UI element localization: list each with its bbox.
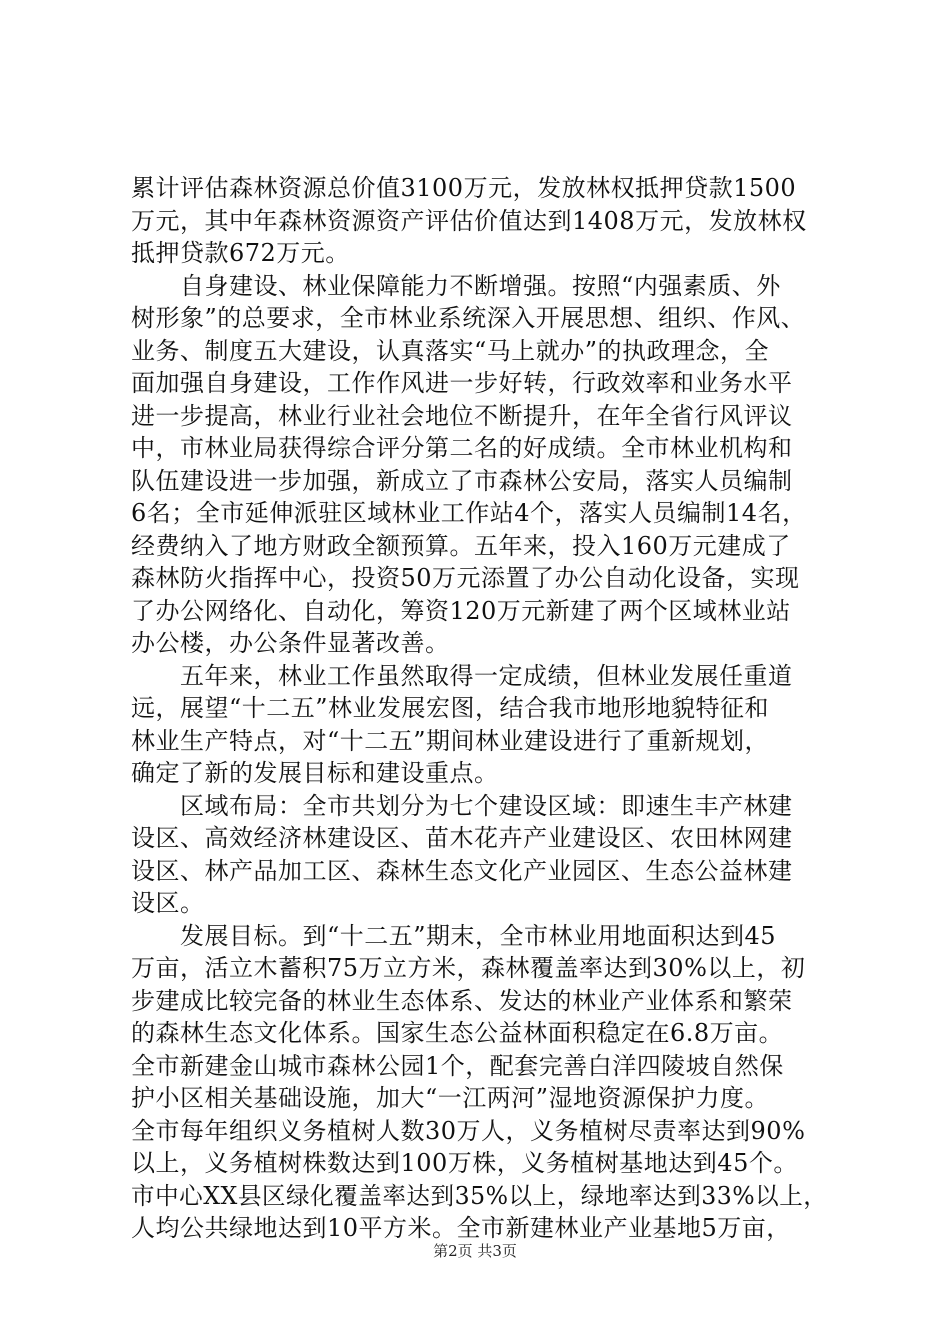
text-line: 面加强自身建设，工作作风进一步好转，行政效率和业务水平 (131, 369, 793, 397)
text-line: 设区。 (131, 889, 205, 917)
page-footer: 第2页 共3页 (433, 1242, 517, 1260)
text-line: 抵押贷款672万元。 (131, 239, 350, 267)
text-line: 6名；全市延伸派驻区域林业工作站4个，落实人员编制14名， (131, 499, 807, 527)
text-line: 队伍建设进一步加强，新成立了市森林公安局，落实人员编制 (131, 466, 793, 495)
text-line: 中，市林业局获得综合评分第二名的好成绩。全市林业机构和 (131, 434, 793, 462)
text-line: 自身建设、林业保障能力不断增强。按照“内强素质、外 (131, 271, 781, 300)
text-line: 经费纳入了地方财政全额预算。五年来，投入160万元建成了 (131, 531, 791, 560)
text-line: 步建成比较完备的林业生态体系、发达的林业产业体系和繁荣 (131, 986, 793, 1015)
body-text (131, 172, 827, 1245)
text-line: 全市每年组织义务植树人数30万人，义务植树尽责率达到90% (131, 1116, 806, 1145)
text-line: 设区、林产品加工区、森林生态文化产业园区、生态公益林建 (131, 856, 793, 885)
text-line: 护小区相关基础设施，加大“一江两河”湿地资源保护力度。 (131, 1084, 770, 1112)
text-line: 了办公网络化、自动化，筹资120万元新建了两个区域林业站 (131, 596, 791, 625)
text-line: 区域布局：全市共划分为七个建设区域：即速生丰产林建 (131, 791, 793, 820)
text-line: 远，展望“十二五”林业发展宏图，结合我市地形地貌特征和 (131, 694, 770, 722)
text-line: 万元，其中年森林资源资产评估价值达到1408万元，发放林权 (131, 206, 807, 235)
text-line: 五年来，林业工作虽然取得一定成绩，但林业发展任重道 (131, 661, 793, 690)
text-line: 进一步提高，林业行业社会地位不断提升，在年全省行风评议 (131, 401, 793, 430)
text-line: 办公楼，办公条件显著改善。 (131, 629, 450, 657)
text-line: 的森林生态文化体系。国家生态公益林面积稳定在6.8万亩。 (131, 1019, 784, 1047)
text-line: 以上，义务植树株数达到100万株，义务植树基地达到45个。 (131, 1149, 798, 1177)
text-line: 树形象”的总要求，全市林业系统深入开展思想、组织、作风、 (131, 304, 806, 332)
text-line: 累计评估森林资源总价值3100万元，发放林权抵押贷款1500 (131, 174, 797, 202)
text-line: 业务、制度五大建设，认真落实“马上就办”的执政理念，全 (131, 336, 770, 365)
text-line: 全市新建金山城市森林公园1个，配套完善白洋四陵坡自然保 (131, 1051, 784, 1080)
text-line: 森林防火指挥中心，投资50万元添置了办公自动化设备，实现 (131, 564, 800, 592)
text-line: 林业生产特点，对“十二五”期间林业建设进行了重新规划， (131, 726, 770, 755)
text-line: 万亩，活立木蓄积75万立方米，森林覆盖率达到30%以上，初 (131, 954, 806, 982)
text-line: 人均公共绿地达到10平方米。全市新建林业产业基地5万亩， (131, 1214, 791, 1242)
text-line: 发展目标。到“十二五”期末，全市林业用地面积达到45 (131, 921, 777, 950)
text-line: 确定了新的发展目标和建设重点。 (131, 759, 499, 787)
text-line: 市中心XX县区绿化覆盖率达到35%以上，绿地率达到33%以上， (131, 1181, 828, 1210)
text-line: 设区、高效经济林建设区、苗木花卉产业建设区、农田林网建 (131, 824, 793, 852)
